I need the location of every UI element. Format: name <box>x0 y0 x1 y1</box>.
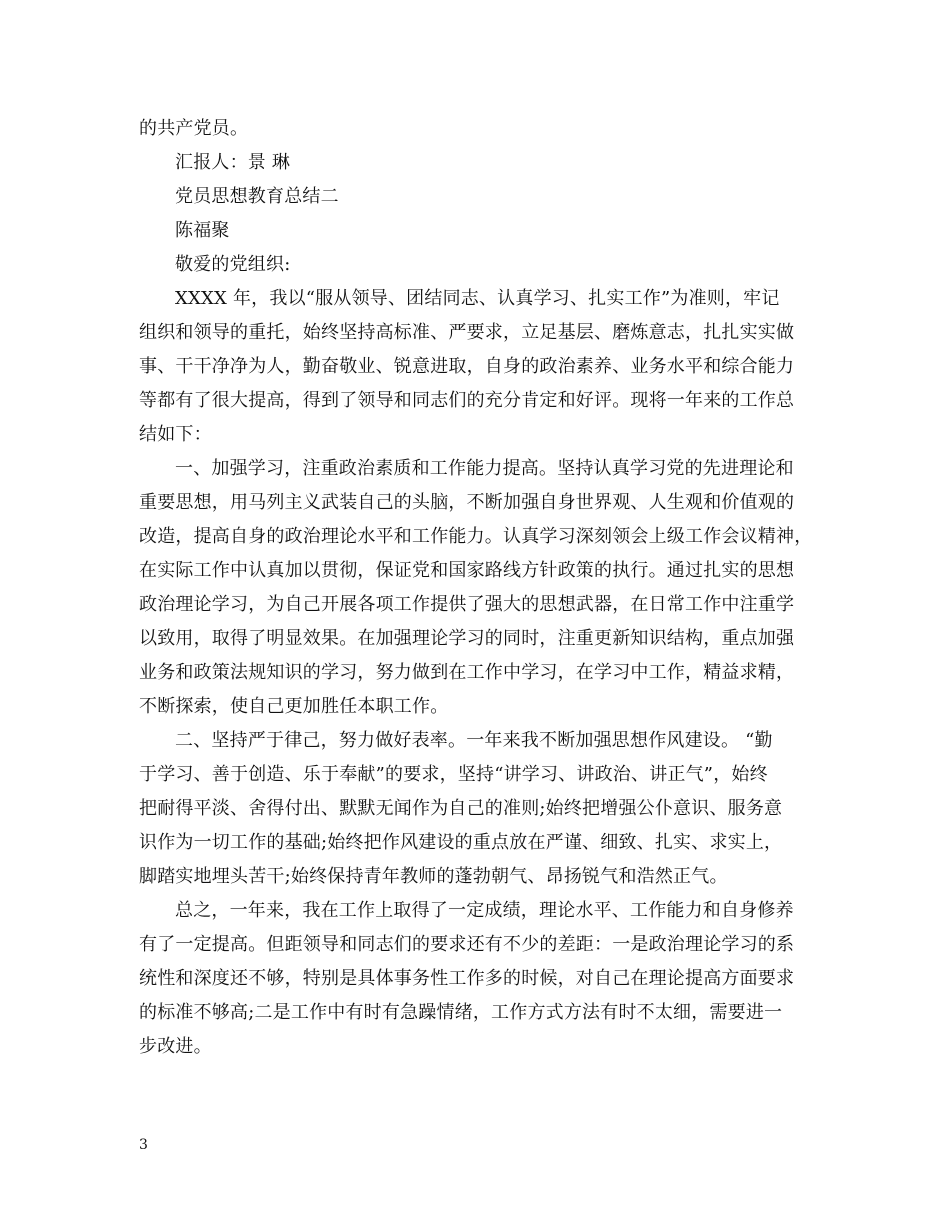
paragraph-line: 统性和深度还不够，特别是具体事务性工作多的时候，对自己在理论提高方面要求 <box>139 968 795 989</box>
paragraph-line: 于学习、善于创造、乐于奉献”的要求，坚持“讲学习、讲政治、讲正气”，始终 <box>139 764 768 785</box>
paragraph-line: 总之，一年来，我在工作上取得了一定成绩，理论水平、工作能力和自身修养 <box>175 900 794 921</box>
paragraph-line: 政治理论学习，为自己开展各项工作提供了强大的思想武器，在日常工作中注重学 <box>139 594 795 615</box>
paragraph-line: 等都有了很大提高，得到了领导和同志们的充分肯定和好评。现将一年来的工作总 <box>139 390 795 411</box>
paragraph-line: 一、加强学习，注重政治素质和工作能力提高。坚持认真学习党的先进理论和 <box>175 458 794 479</box>
paragraph-line: XXXX 年，我以“服从领导、团结同志、认真学习、扎实工作”为准则，牢记 <box>175 288 780 309</box>
paragraph-line: 业务和政策法规知识的学习，努力做到在工作中学习，在学习中工作，精益求精， <box>139 662 795 683</box>
salutation: 敬爱的党组织: <box>175 254 291 275</box>
paragraph-line: 不断探索，使自己更加胜任本职工作。 <box>139 696 449 717</box>
paragraph-line: 二、坚持严于律己，努力做好表率。一年来我不断加强思想作风建设。 “勤 <box>175 730 773 751</box>
reporter-line: 汇报人：景 琳 <box>175 152 291 173</box>
paragraph-line: 组织和领导的重托，始终坚持高标准、严要求，立足基层、磨炼意志，扎扎实实做 <box>139 322 795 343</box>
paragraph-line: 结如下： <box>139 424 212 445</box>
author-name: 陈福聚 <box>175 220 230 241</box>
paragraph-line: 在实际工作中认真加以贯彻，保证党和国家路线方针政策的执行。通过扎实的思想 <box>139 560 795 581</box>
paragraph-line: 步改进。 <box>139 1036 212 1057</box>
page-number: 3 <box>139 1137 148 1153</box>
paragraph-line: 有了一定提高。但距领导和同志们的要求还有不少的差距：一是政治理论学习的系 <box>139 934 795 955</box>
paragraph-line: 的标准不够高;二是工作中有时有急躁情绪，工作方式方法有时不太细，需要进一 <box>139 1002 783 1023</box>
paragraph-line: 脚踏实地埋头苦干;始终保持青年教师的蓬勃朝气、昂扬锐气和浩然正气。 <box>139 866 728 887</box>
paragraph-line: 识作为一切工作的基础;始终把作风建设的重点放在严谨、细致、扎实、求实上， <box>139 832 783 853</box>
paragraph-line: 改造，提高自身的政治理论水平和工作能力。认真学习深刻领会上级工作会议精神， <box>139 526 813 547</box>
document-body <box>139 112 819 1064</box>
paragraph-line: 重要思想，用马列主义武装自己的头脑，不断加强自身世界观、人生观和价值观的 <box>139 492 795 513</box>
document-title: 党员思想教育总结二 <box>175 186 339 207</box>
text-line: 的共产党员。 <box>139 118 249 139</box>
paragraph-line: 以致用，取得了明显效果。在加强理论学习的同时，注重更新知识结构，重点加强 <box>139 628 795 649</box>
paragraph-line: 事、干干净净为人，勤奋敬业、锐意进取，自身的政治素养、业务水平和综合能力 <box>139 356 795 377</box>
paragraph-line: 把耐得平淡、舍得付出、默默无闻作为自己的准则;始终把增强公仆意识、服务意 <box>139 798 783 819</box>
